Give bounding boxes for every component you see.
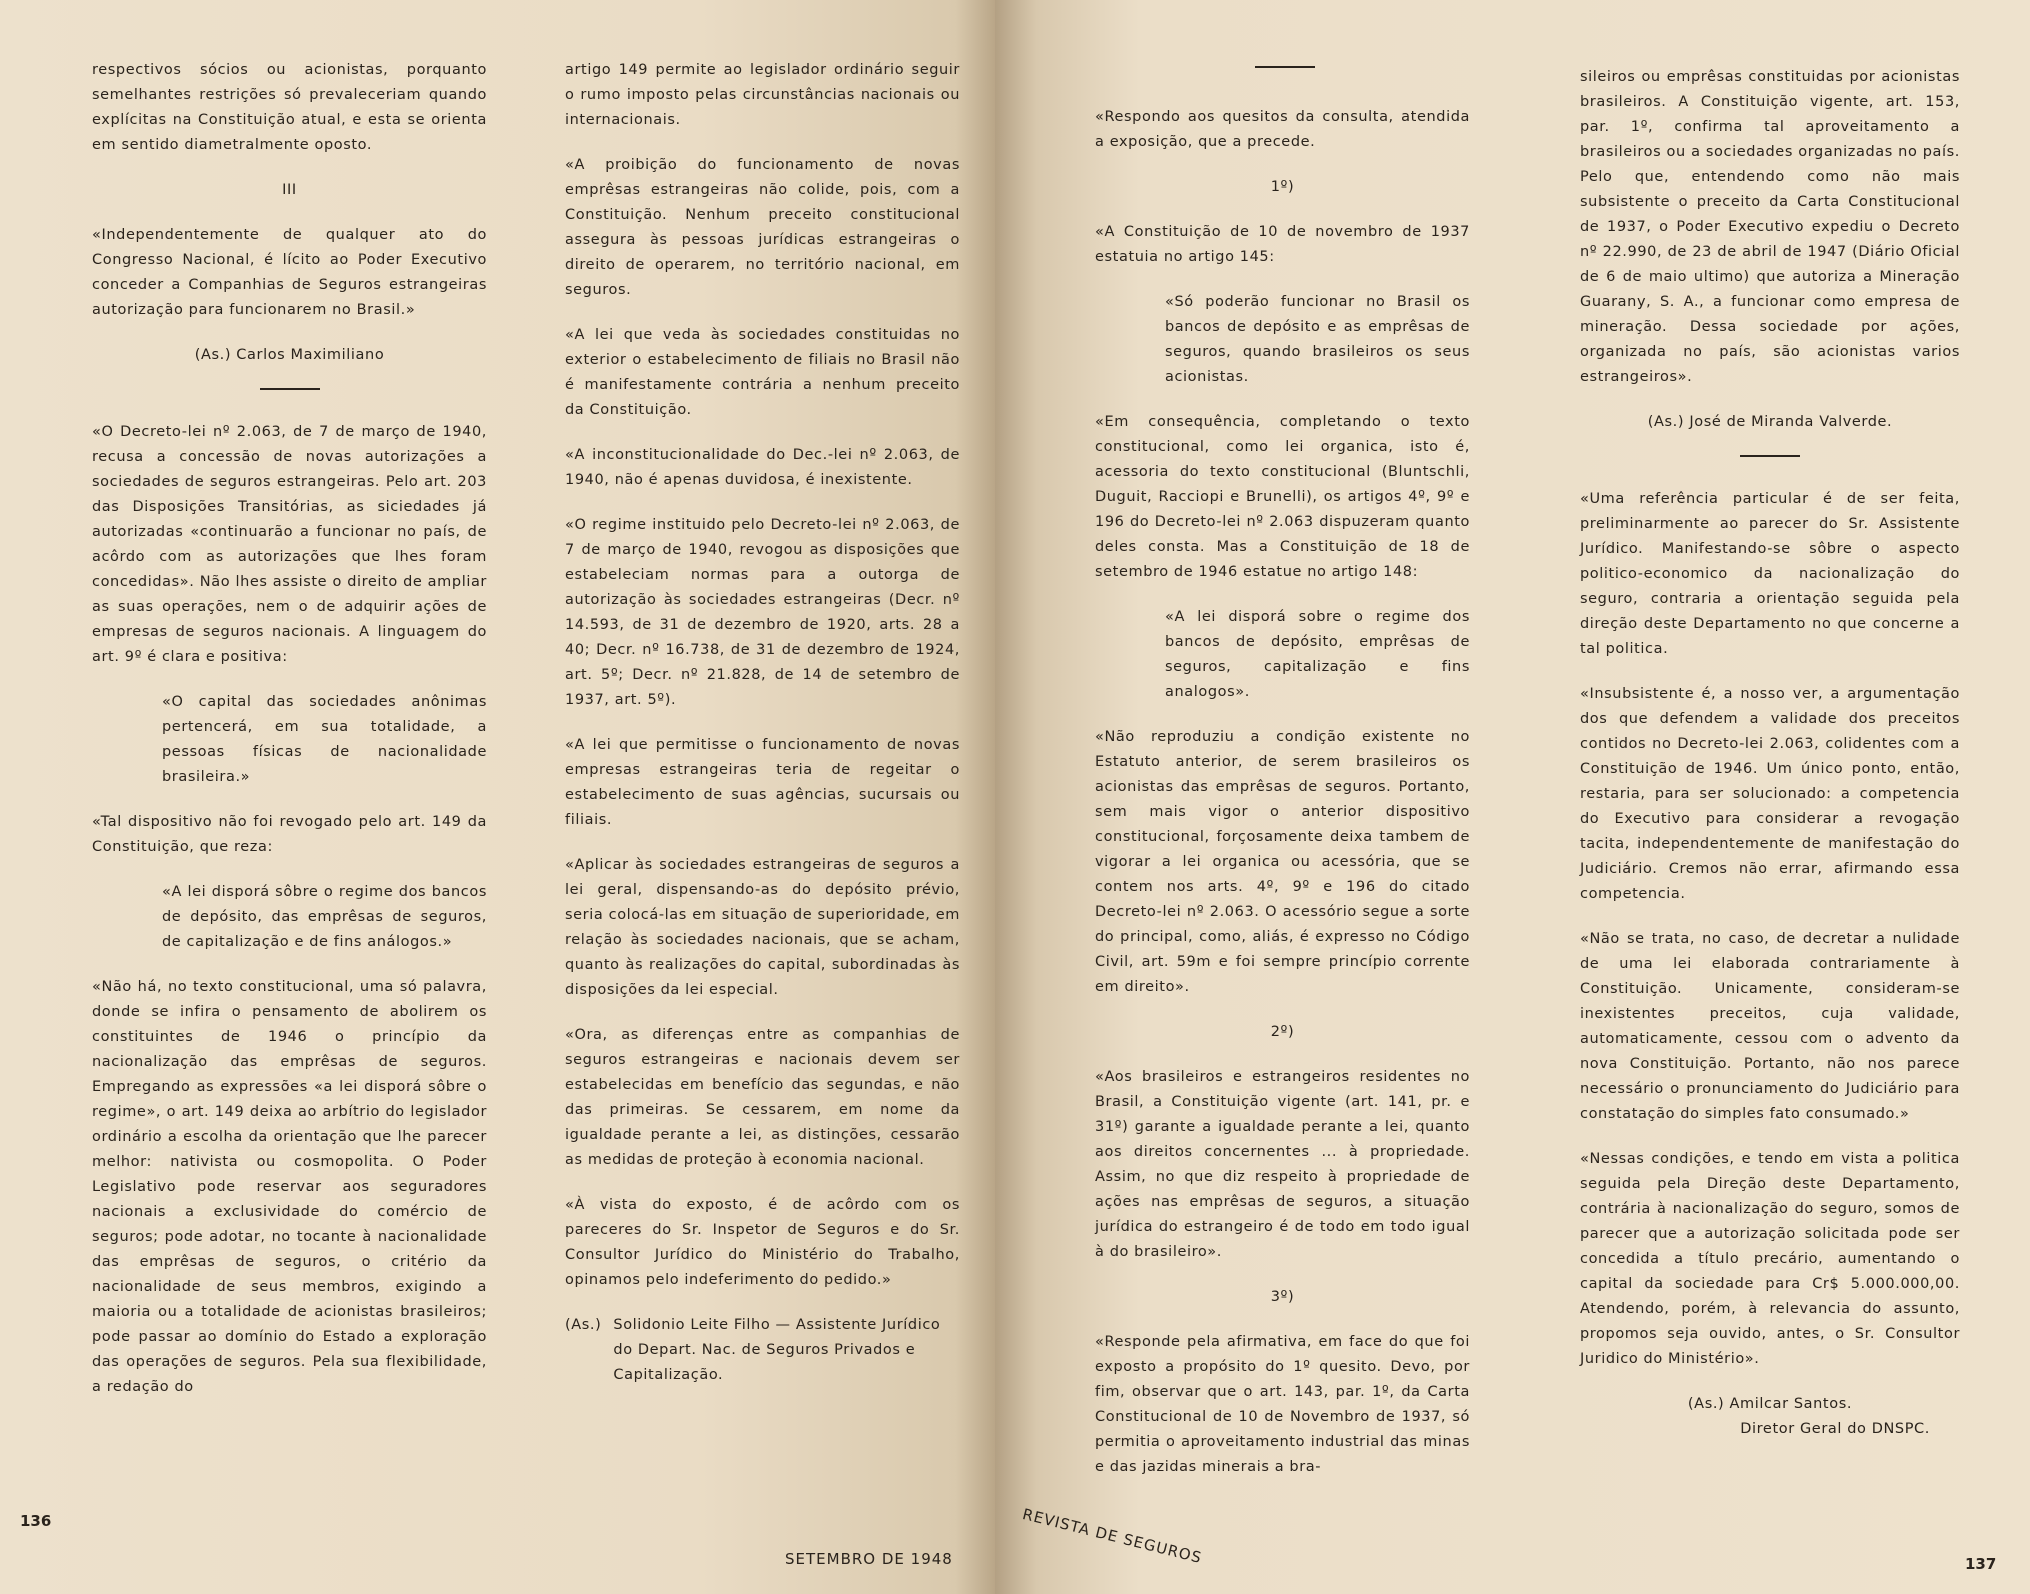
page-footer: REVISTA DE SEGUROS (1020, 1505, 1204, 1568)
paragraph: «Ora, as diferenças entre as companhias de seguros estrangeiras e nacionais devem ser estabelecidas em benefício das segundas, e não das primeiras. Se cessarem, em nome da igualdade perante a lei, as distinções, cessarão as medidas de proteção à economia nacional. (565, 1027, 960, 1168)
page-number: 137 (1965, 1555, 1997, 1573)
divider (1740, 455, 1800, 457)
paragraph: «Responde pela afirmativa, em face do que foi exposto a propósito do 1º quesito. Devo, por fim, observar que o art. 143, par. 1º, da Carta Constitucional de 10 de Novembro de 1937, só permitia o aproveitamento industrial das minas e das jazidas minerais a bra- (1095, 1334, 1470, 1475)
paragraph: sileiros ou emprêsas constituidas por acionistas brasileiros. A Constituição vigente, art. 153, par. 1º, confirma tal aproveitamento a brasileiros ou a sociedades organizadas no país. Pelo que, entendendo como não mais subsistente o preceito da Carta Constitucional de 1937, o Poder Executivo expediu o Decreto nº 22.990, de 23 de abril de 1947 (Diário Oficial de 6 de maio ultimo) que autoriza a Mineração Guarany, S. A., a funcionar como empresa de mineração. Dessa sociedade por ações, organizada no país, são acionistas varios estrangeiros». (1580, 69, 1960, 385)
left-page-column-1 (92, 58, 487, 1420)
signature-title: Diretor Geral do DNSPC. (1740, 1421, 1930, 1437)
signature-label: (As.) (565, 1317, 602, 1333)
right-page-column-2 (1580, 65, 1960, 1462)
quote: «A lei disporá sobre o regime dos bancos de depósito, emprêsas de seguros, capitalização e fins analogos». (1165, 609, 1470, 700)
paragraph: «Aos brasileiros e estrangeiros residentes no Brasil, a Constituição vigente (art. 141, pr. e 31º) garante a igualdade perante a lei, quanto aos direitos concernentes ... à propriedade. Assim, no que diz respeito à propriedade de ações nas emprêsas de seguros, a situação jurídica do estrangeiro é de todo em todo igual à do brasileiro». (1095, 1069, 1470, 1260)
signature-block (565, 1313, 960, 1388)
signature: Solidonio Leite Filho — Assistente Jurídico do Depart. Nac. de Seguros Privados e Capitalização. (613, 1317, 941, 1383)
left-page-column-2 (565, 58, 960, 1388)
paragraph: «O regime instituido pelo Decreto-lei nº 2.063, de 7 de março de 1940, revogou as disposições que estabeleciam normas para a outorga de autorização às sociedades estrangeiras (Decr. nº 14.593, de 31 de dezembro de 1920, arts. 28 a 40; Decr. nº 16.738, de 31 de dezembro de 1924, art. 5º; Decr. nº 21.828, de 14 de setembro de 1937, art. 5º). (565, 517, 960, 708)
question-number: 2º) (1270, 1024, 1295, 1040)
left-page (0, 0, 995, 1594)
right-page (995, 0, 2030, 1594)
divider (1255, 66, 1315, 68)
divider (260, 388, 320, 390)
paragraph: «Em consequência, completando o texto constitucional, como lei organica, isto é, acessoria do texto constitucional (Bluntschli, Duguit, Racciopi e Brunelli), os artigos 4º, 9º e 196 do Decreto-lei nº 2.063 dispuzeram quanto deles consta. Mas a Constituição de 18 de setembro de 1946 estatue no artigo 148: (1095, 414, 1470, 580)
paragraph: artigo 149 permite ao legislador ordinário seguir o rumo imposto pelas circunstâncias nacionais ou internacionais. (565, 62, 960, 128)
paragraph: «O Decreto-lei nº 2.063, de 7 de março de 1940, recusa a concessão de novas autorizações a sociedades de seguros estrangeiras. Pelo art. 203 das Disposições Transitórias, as siciedades já autorizadas «continuarão a funcionar no país, de acôrdo com as autorizações que lhes foram concedidas». Não lhes assiste o direito de ampliar as suas operações, nem o de adquirir ações de empresas de seguros nacionais. A linguagem do art. 9º é clara e positiva: (92, 424, 487, 665)
page-number: 136 (20, 1512, 52, 1530)
paragraph: «À vista do exposto, é de acôrdo com os pareceres do Sr. Inspetor de Seguros e do Sr. Consultor Jurídico do Ministério do Trabalho, opinamos pelo indeferimento do pedido.» (565, 1197, 960, 1288)
paragraph: «A lei que permitisse o funcionamento de novas empresas estrangeiras teria de regeitar o estabelecimento de suas agências, sucursais ou filiais. (565, 737, 960, 828)
question-number: 1º) (1270, 179, 1295, 195)
section-heading: III (282, 182, 297, 198)
question-number: 3º) (1270, 1289, 1295, 1305)
quote: «O capital das sociedades anônimas pertencerá, em sua totalidade, a pessoas físicas de nacionalidade brasileira.» (162, 694, 487, 785)
paragraph: «Não há, no texto constitucional, uma só palavra, donde se infira o pensamento de abolirem os constituintes de 1946 o princípio da nacionalização das emprêsas de seguros. Empregando as expressões «a lei disporá sôbre o regime», o art. 149 deixa ao arbítrio do legislador ordinário a escolha da orientação que lhe parecer melhor: nativista ou cosmopolita. O Poder Legislativo pode reservar aos seguradores nacionais a exclusividade do comércio de seguros; pode adotar, no tocante à nacionalidade das emprêsas de seguros, o critério da nacionalidade de seus membros, exigindo a maioria ou a totalidade de acionistas brasileiros; pode passar ao domínio do Estado a exploração das operações de seguros. Pela sua flexibilidade, a redação do (92, 979, 487, 1395)
paragraph: «Respondo aos quesitos da consulta, atendida a exposição, que a precede. (1095, 109, 1470, 150)
paragraph: «Não reproduziu a condição existente no Estatuto anterior, de serem brasileiros os acionistas das emprêsas de seguros. Portanto, sem mais vigor o anterior dispositivo constitucional, forçosamente deixa tambem de vigorar a lei organica ou acessória, que se contem nos arts. 4º, 9º e 196 do citado Decreto-lei nº 2.063. O acessório segue a sorte do principal, como, aliás, é expresso no Código Civil, art. 59m e foi sempre princípio corrente em direito». (1095, 729, 1470, 995)
paragraph: «A inconstitucionalidade do Dec.-lei nº 2.063, de 1940, não é apenas duvidosa, é inexistente. (565, 447, 960, 488)
paragraph: «Nessas condições, e tendo em vista a politica seguida pela Direção deste Departamento, contrária à nacionalização do seguro, somos de parecer que a autorização solicitada pode ser concedida a título precário, aumentando o capital da sociedade para Cr$ 5.000.000,00. Atendendo, porém, à relevancia do assunto, propomos seja ouvido, antes, o Sr. Consultor Juridico do Ministério». (1580, 1151, 1960, 1367)
paragraph: respectivos sócios ou acionistas, porquanto semelhantes restrições só prevaleceriam quando explícitas na Constituição atual, e esta se orienta em sentido diametralmente oposto. (92, 62, 487, 153)
quote: «A lei disporá sôbre o regime dos bancos de depósito, das emprêsas de seguros, de capitalização e de fins análogos.» (162, 884, 487, 950)
paragraph: «Uma referência particular é de ser feita, preliminarmente ao parecer do Sr. Assistente Jurídico. Manifestando-se sôbre o aspecto politico-economico da nacionalização do seguro, contraria a orientação seguida pela direção deste Departamento no que concerne a tal politica. (1580, 491, 1960, 657)
page-footer: SETEMBRO DE 1948 (785, 1550, 953, 1568)
right-page-column-1 (1095, 105, 1470, 1500)
signature: (As.) Amilcar Santos. (1687, 1396, 1853, 1412)
paragraph: «A Constituição de 10 de novembro de 1937 estatuia no artigo 145: (1095, 224, 1470, 265)
paragraph: «Independentemente de qualquer ato do Congresso Nacional, é lícito ao Poder Executivo conceder a Companhias de Seguros estrangeiras autorização para funcionarem no Brasil.» (92, 227, 487, 318)
paragraph: «Insubsistente é, a nosso ver, a argumentação dos que defendem a validade dos preceitos contidos no Decreto-lei 2.063, colidentes com a Constituição de 1946. Um único ponto, então, restaria, para ser solucionado: a competencia do Executivo para considerar a revogação tacita, independentemente de manifestação do Judiciário. Cremos não errar, afirmando essa competencia. (1580, 686, 1960, 902)
paragraph: «Não se trata, no caso, de decretar a nulidade de uma lei elaborada contrariamente à Constituição. Unicamente, consideram-se inexistentes preceitos, cuja validade, automaticamente, cessou com o advento da nova Constituição. Portanto, não nos parece necessário o pronunciamento do Judiciário para constatação do simples fato consumado.» (1580, 931, 1960, 1122)
quote: «Só poderão funcionar no Brasil os bancos de depósito e as emprêsas de seguros, quando brasileiros os seus acionistas. (1165, 294, 1470, 385)
paragraph: «Tal dispositivo não foi revogado pelo art. 149 da Constituição, que reza: (92, 814, 487, 855)
signature: (As.) José de Miranda Valverde. (1647, 414, 1893, 430)
paragraph: «Aplicar às sociedades estrangeiras de seguros a lei geral, dispensando-as do depósito prévio, seria colocá-las em situação de superioridade, em relação às sociedades nacionais, que se acham, quanto às realizações do capital, subordinadas às disposições da lei especial. (565, 857, 960, 998)
paragraph: «A lei que veda às sociedades constituidas no exterior o estabelecimento de filiais no Brasil não é manifestamente contrária a nenhum preceito da Constituição. (565, 327, 960, 418)
signature: (As.) Carlos Maximiliano (194, 347, 385, 363)
paragraph: «A proibição do funcionamento de novas emprêsas estrangeiras não colide, pois, com a Constituição. Nenhum preceito constitucional assegura às pessoas jurídicas estrangeiras o direito de operarem, no território nacional, em seguros. (565, 157, 960, 298)
